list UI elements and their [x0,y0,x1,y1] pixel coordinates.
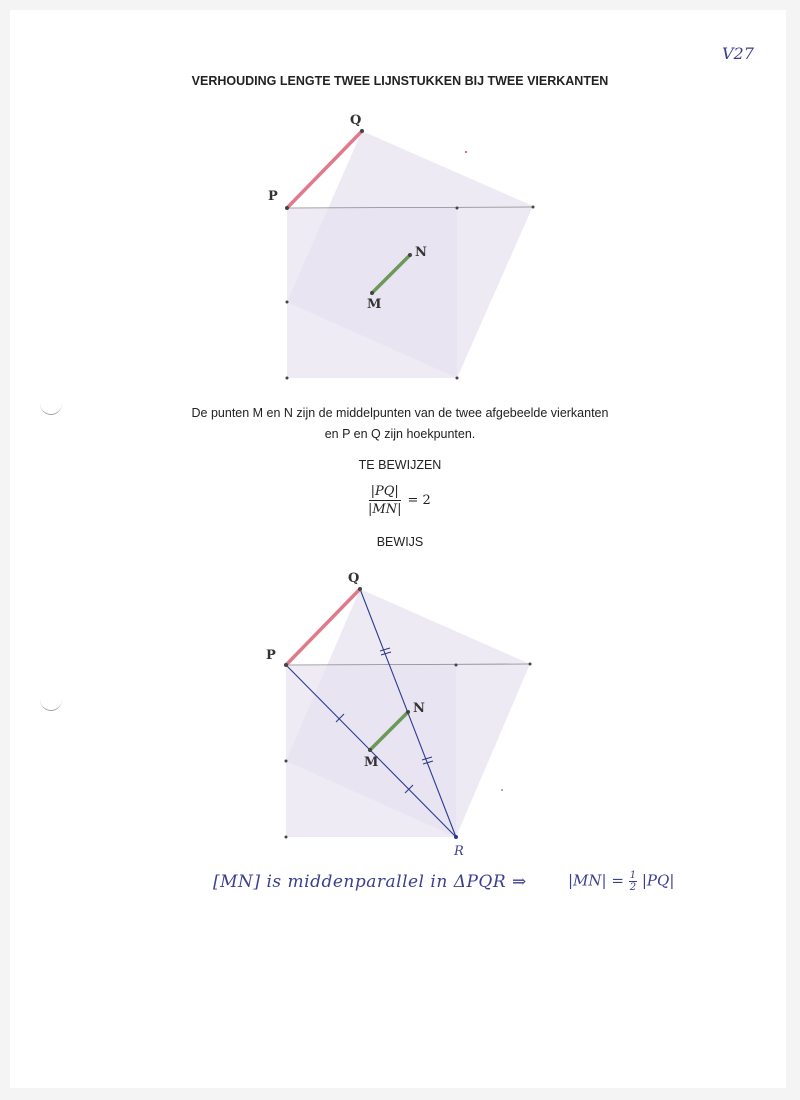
vertex-dot [532,206,535,209]
ratio-denominator: |MN| [368,502,402,517]
result-rhs: |PQ| [641,871,675,890]
point-m [368,748,372,752]
point-r [454,835,458,839]
label-n: N [415,245,427,260]
page-code: V27 [722,44,754,63]
ratio-numerator: |PQ| [370,484,399,499]
vertex-dot [456,377,459,380]
proof-heading: BEWIJS [376,535,424,549]
statement-line-2: en P en Q zijn hoekpunten. [324,427,476,441]
result-fraction [629,870,637,893]
vertex-dot [455,664,458,667]
point-n [406,710,410,714]
point-q [358,587,362,591]
label-r: R [454,844,464,859]
page-title: VERHOUDING LENGTE TWEE LIJNSTUKKEN BIJ TWEE VIERKANTEN [191,74,609,88]
label-p: P [268,189,278,204]
result-denominator: 2 [629,882,637,893]
statement-line-1: De punten M en N zijn de middelpunten van de twee afgebeelde vierkanten [191,406,609,420]
vertex-dot [285,760,288,763]
point-n [408,253,412,257]
label-q: Q [350,113,362,128]
to-prove-equation [366,484,431,517]
label-m: M [364,755,379,770]
point-p [285,206,289,210]
vertex-dot [286,377,289,380]
to-prove-heading: TE BEWIJZEN [358,458,442,472]
label-q: Q [348,571,360,586]
vertex-dot [286,301,289,304]
result-lhs: |MN| = [568,871,624,890]
vertex-dot [456,207,459,210]
point-q [360,129,364,133]
stray-mark [501,789,503,791]
label-n: N [413,701,425,716]
figure-2 [266,571,532,859]
handwritten-proof: [MN] is middenparallel in ΔPQR ⇒ [213,872,527,892]
vertex-dot [529,663,532,666]
result-numerator: 1 [629,870,637,881]
point-m [370,291,374,295]
vertex-dot [285,836,288,839]
ratio-fraction [366,484,403,517]
label-p: P [266,648,276,663]
ratio-rhs: = 2 [407,493,431,508]
handwritten-result [568,870,674,893]
stray-mark [465,151,467,153]
figure-1 [268,113,535,380]
label-m: M [367,297,382,312]
point-p [284,663,288,667]
